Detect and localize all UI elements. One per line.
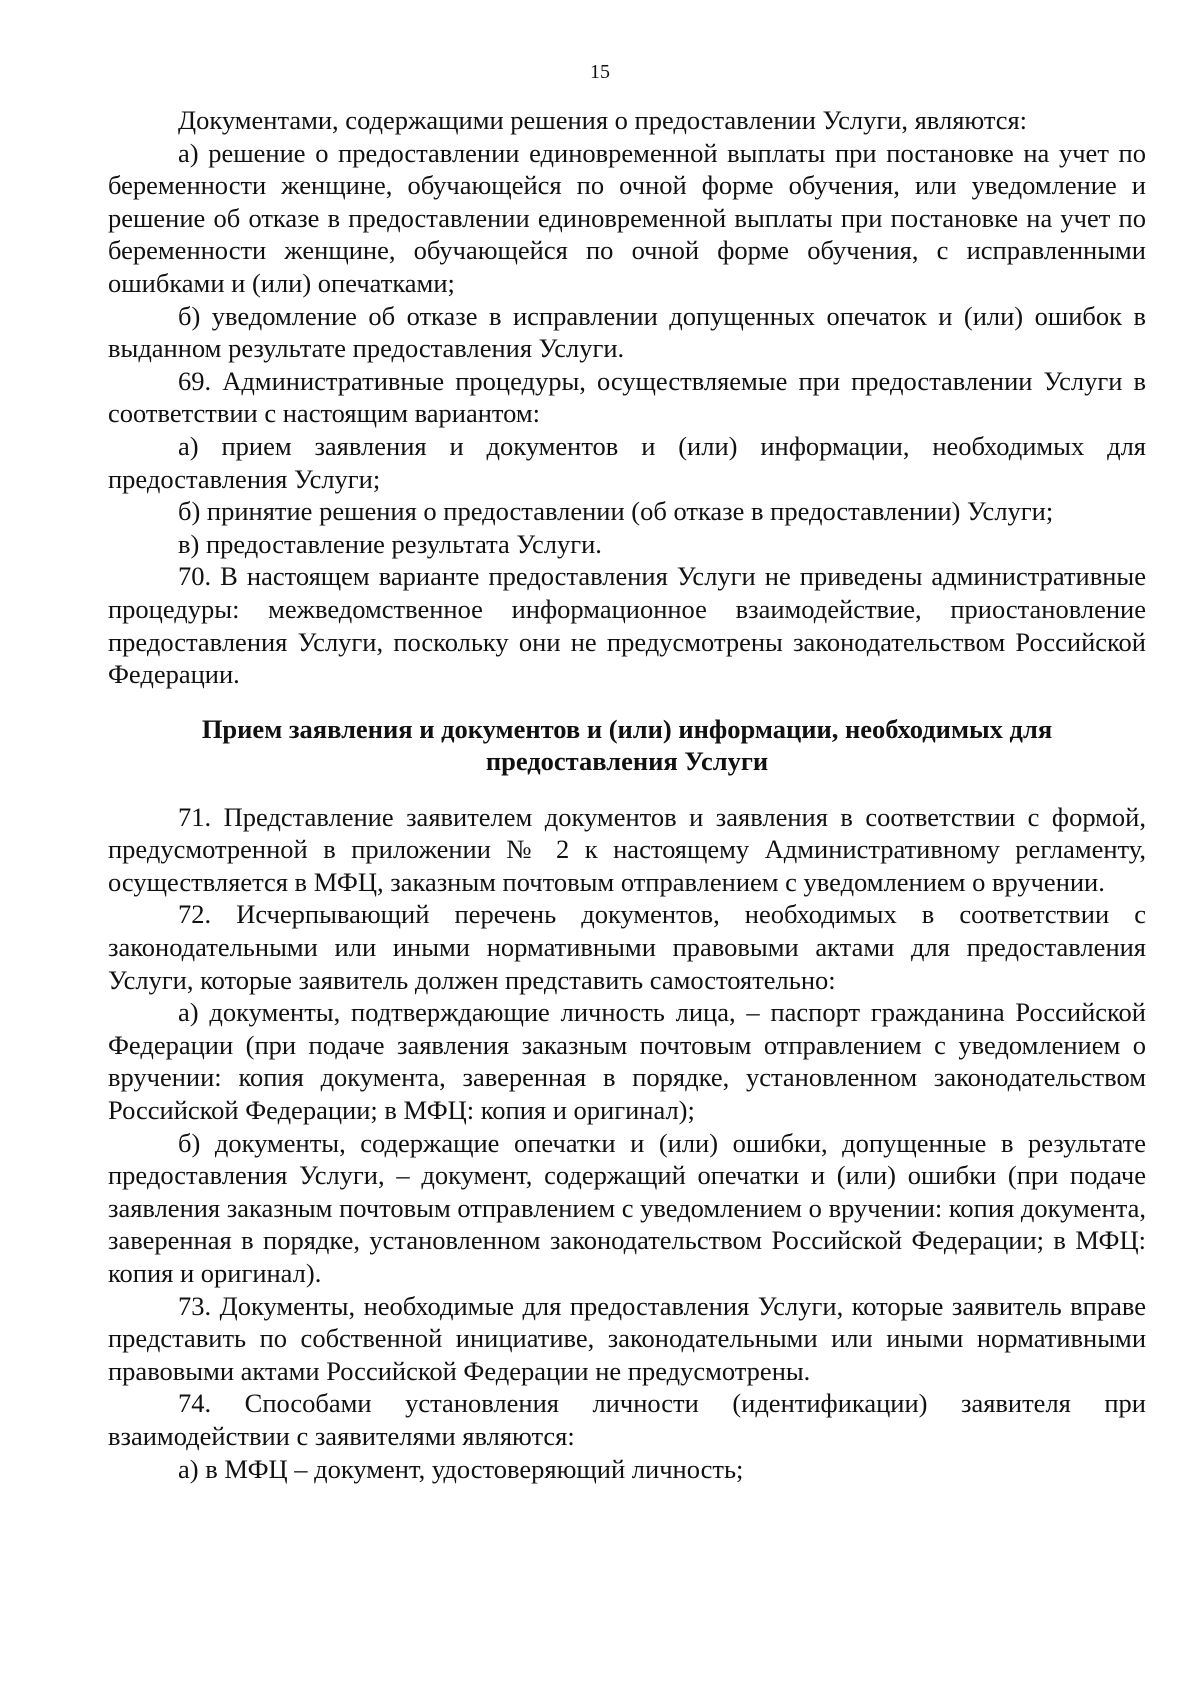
section-heading: Прием заявления и документов и (или) информации, необходимых для предоставления Услуги <box>201 713 1053 776</box>
paragraph-69-c: в) предоставление результата Услуги. <box>178 528 602 559</box>
paragraph-result-a: а) решение о предоставлении единовременной выплаты при постановке на учет по беременности женщине, обучающейся по очной форме обучения, или уведомление и решение об отказе в предоставлении единовременной выплаты при постановке на учет по беременности женщине, обучающейся по очной форме обучения, с исправленными ошибками и (или) опечатками; <box>108 137 1146 298</box>
paragraph-result-b: б) уведомление об отказе в исправлении допущенных опечаток и (или) ошибок в выданном результате предоставления Услуги. <box>108 300 1146 364</box>
paragraph-69-b: б) принятие решения о предоставлении (об отказе в предоставлении) Услуги; <box>178 496 1054 527</box>
paragraph-73: 73. Документы, необходимые для предоставления Услуги, которые заявитель вправе представить по собственной инициативе, законодательными или иными нормативными правовыми актами Российской Федерации не предусмотрены. <box>108 1290 1146 1386</box>
paragraph-72: 72. Исчерпывающий перечень документов, необходимых в соответствии с законодательными или иными нормативными правовыми актами для предоставления Услуги, которые заявитель должен представить самостоятельно: <box>108 899 1146 995</box>
paragraph-71: 71. Представление заявителем документов и заявления в соответствии с формой, предусмотренной в приложении № 2 к настоящему Административному регламенту, осуществляется в МФЦ, заказным почтовым отправлением с уведомлением о вручении. <box>108 801 1146 897</box>
paragraph-72-b: б) документы, содержащие опечатки и (или) ошибки, допущенные в результате предоставления Услуги, – документ, содержащий опечатки и (или) ошибки (при подаче заявления заказным почтовым отправлением с уведомлением о вручении: копия документа, заверенная в порядке, установленном законодательством Российской Федерации; в МФЦ: копия и оригинал). <box>108 1127 1146 1288</box>
paragraph-results-intro: Документами, содержащими решения о предоставлении Услуги, являются: <box>178 105 1028 135</box>
page-number: 15 <box>590 61 610 83</box>
paragraph-74: 74. Способами установления личности (идентификации) заявителя при взаимодействии с заявителями являются: <box>108 1388 1146 1451</box>
paragraph-72-a: а) документы, подтверждающие личность лица, – паспорт гражданина Российской Федерации (при подаче заявления заказным почтовым отправлением с уведомлением о вручении: копия документа, заверенная в порядке, установленном законодательством Российской Федерации; в МФЦ: копия и оригинал); <box>108 997 1146 1126</box>
paragraph-69: 69. Административные процедуры, осуществляемые при предоставлении Услуги в соответствии с настоящим вариантом: <box>108 365 1146 429</box>
paragraph-69-a: а) прием заявления и документов и (или) информации, необходимых для предоставления Услуги; <box>108 430 1146 494</box>
document-body <box>108 104 1146 1485</box>
paragraph-70: 70. В настоящем варианте предоставления Услуги не приведены административные процедуры: межведомственное информационное взаимодействие, приостановление предоставления Услуги, поскольку они не предусмотрены законодательством Российской Федерации. <box>108 561 1146 690</box>
paragraph-74-a: а) в МФЦ – документ, удостоверяющий личность; <box>178 1453 744 1484</box>
